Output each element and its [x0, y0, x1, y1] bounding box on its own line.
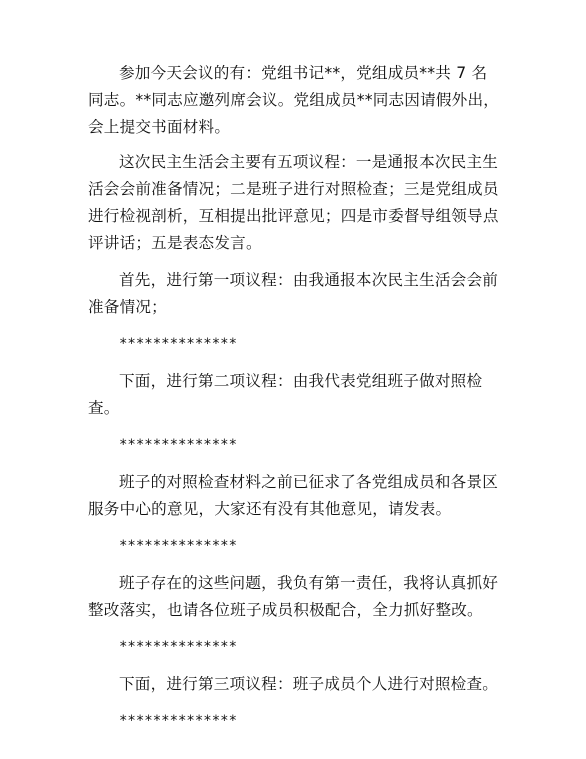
- opinion-request-paragraph: 班子的对照检查材料之前已征求了各党组成员和各景区服务中心的意见，大家还有没有其他意见，请发表。: [88, 473, 499, 518]
- omission-marker: **************: [119, 437, 238, 453]
- document-body: [88, 60, 500, 745]
- second-item-paragraph: 下面，进行第二项议程：由我代表党组班子做对照检查。: [88, 372, 483, 417]
- responsibility-paragraph: 班子存在的这些问题，我负有第一责任，我将认真抓好整改落实，也请各位班子成员积极配合，全力抓好整改。: [88, 574, 499, 619]
- agenda-paragraph: 这次民主生活会主要有五项议程：一是通报本次民主生活会会前准备情况；二是班子进行对照检查；三是党组成员进行检视剖析，互相提出批评意见；四是市委督导组领导点评讲话；五是表态发言。: [88, 153, 499, 252]
- omission-marker: **************: [119, 639, 238, 655]
- omission-marker: **************: [119, 538, 238, 554]
- attendance-paragraph: 参加今天会议的有：党组书记**，党组成员**共 7 名同志。**同志应邀列席会议。党组成员**同志因请假外出，会上提交书面材料。: [88, 64, 500, 136]
- third-item-paragraph: 下面，进行第三项议程：班子成员个人进行对照检查。: [119, 675, 499, 693]
- omission-marker: **************: [119, 336, 238, 352]
- first-item-paragraph: 首先，进行第一项议程：由我通报本次民主生活会会前准备情况；: [88, 271, 499, 316]
- omission-marker: **************: [119, 713, 238, 729]
